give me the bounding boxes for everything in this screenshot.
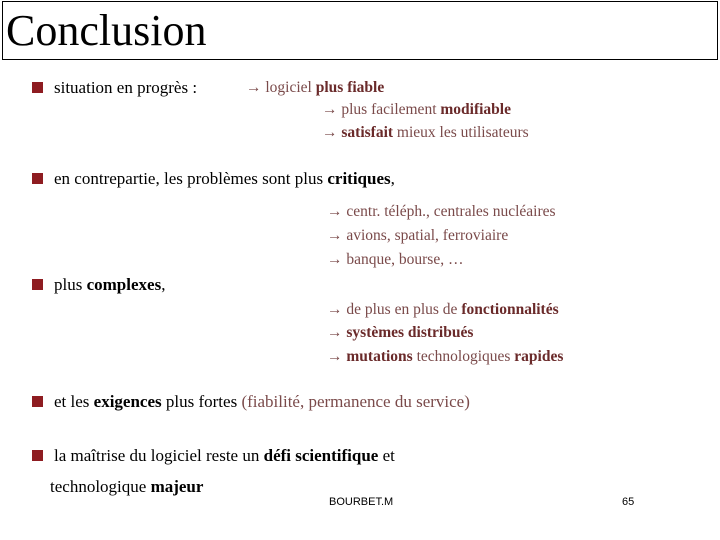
arrow-icon: → <box>327 301 343 318</box>
arrow-icon: → <box>322 124 338 141</box>
arrow-icon: → <box>327 251 343 268</box>
sub-item-banque: → banque, bourse, … <box>327 251 464 268</box>
sub-item-fiable: → logiciel plus fiable <box>246 79 385 96</box>
bullet-exigences: et les exigences plus fortes (fiabilité, permanence du service) <box>54 392 470 411</box>
bullet-square-icon <box>32 279 43 290</box>
bullet-critiques: en contrepartie, les problèmes sont plus critiques, <box>54 169 395 188</box>
sub-item-systemes: → systèmes distribués <box>327 324 474 341</box>
bullet-square-icon <box>32 396 43 407</box>
arrow-icon: → <box>327 227 343 244</box>
page-number: 65 <box>622 496 635 508</box>
bullet-square-icon <box>32 450 43 461</box>
bullet-square-icon <box>32 173 43 184</box>
sub-item-mutations: → mutations technologiques rapides <box>327 348 564 365</box>
arrow-icon: → <box>327 203 343 220</box>
sub-item-avions: → avions, spatial, ferroviaire <box>327 227 509 244</box>
arrow-icon: → <box>327 348 343 365</box>
arrow-icon: → <box>327 324 343 341</box>
sub-item-modifiable: → plus facilement modifiable <box>322 101 511 118</box>
sub-item-satisfait: → satisfait mieux les utilisateurs <box>322 124 529 141</box>
bullet-maitrise-line2: technologique majeur <box>50 477 204 496</box>
sub-item-telephone: → centr. téléph., centrales nucléaires <box>327 203 556 220</box>
footer-author: BOURBET.M <box>329 496 394 508</box>
slide-title: Conclusion <box>6 6 207 55</box>
arrow-icon: → <box>322 101 338 118</box>
sub-item-fonctionnalites: → de plus en plus de fonctionnalités <box>327 301 559 318</box>
arrow-icon: → <box>246 79 262 96</box>
bullet-complexes: plus complexes, <box>54 275 166 294</box>
bullet-situation: situation en progrès : <box>54 78 198 97</box>
bullet-square-icon <box>32 82 43 93</box>
bullet-maitrise: la maîtrise du logiciel reste un défi scientifique et <box>54 446 395 465</box>
